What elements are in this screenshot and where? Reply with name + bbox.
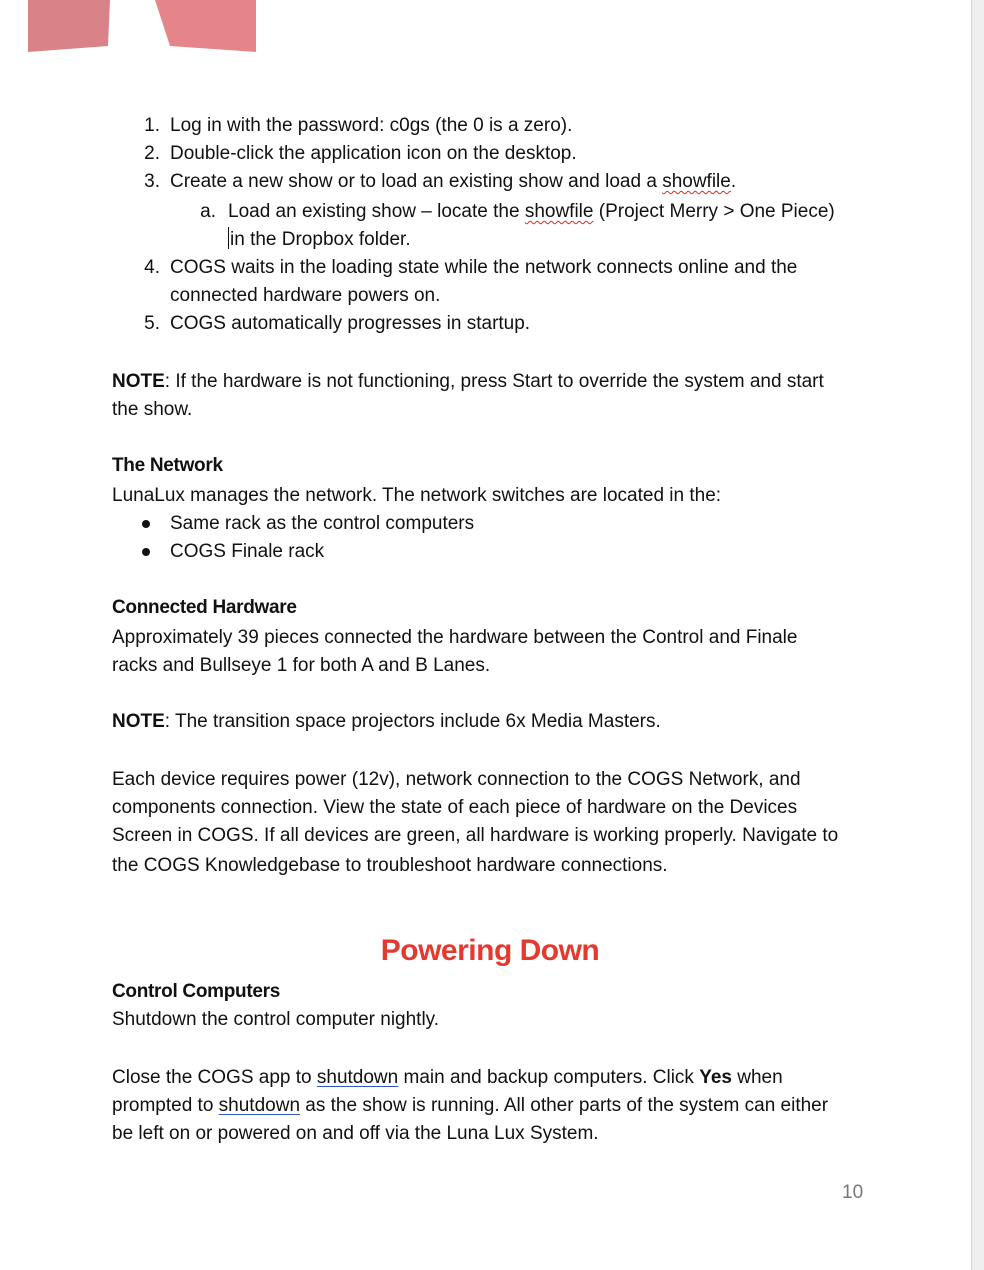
list-item — [112, 168, 868, 196]
list-number: 1. — [144, 115, 160, 136]
page-number: 10 — [842, 1182, 864, 1203]
list-text: Create a new show or to load an existing show and load a showfile. — [170, 171, 737, 192]
paragraph-line: the COGS Knowledgebase to troubleshoot hardware connections. — [112, 855, 668, 876]
network-intro: LunaLux manages the network. The network switches are located in the: — [112, 485, 722, 506]
yes-label: Yes — [699, 1067, 732, 1088]
paragraph-line: Screen in COGS. If all devices are green, all hardware is working properly. Navigate to — [112, 825, 839, 846]
bullet-icon — [142, 520, 150, 528]
paragraph-line: be left on or powered on and off via the Luna Lux System. — [112, 1123, 599, 1144]
grammar-flag[interactable]: shutdown — [316, 1067, 399, 1088]
list-item — [112, 310, 868, 338]
list-text: Load an existing show – locate the showfile (Project Merry > One Piece) — [228, 201, 835, 222]
note-label: NOTE — [112, 711, 165, 732]
list-item — [112, 510, 868, 538]
devices-paragraph — [112, 766, 838, 880]
section-title: Powering Down — [380, 934, 600, 967]
paragraph-line: Each device requires power (12v), network connection to the COGS Network, and — [112, 769, 801, 790]
hardware-text: Approximately 39 pieces connected the hardware between the Control and Finale — [112, 627, 798, 648]
list-text-cont: in the Dropbox folder. — [230, 229, 411, 250]
list-number: 4. — [144, 257, 160, 278]
note-text: : If the hardware is not functioning, press Start to override the system and start — [164, 371, 824, 392]
list-subitem — [170, 198, 868, 254]
hardware-text-cont: racks and Bullseye 1 for both A and B Lanes. — [112, 655, 491, 676]
list-number: a. — [200, 201, 216, 222]
list-text: COGS automatically progresses in startup. — [170, 313, 531, 334]
spelling-flag[interactable]: showfile — [662, 171, 731, 192]
hardware-heading: Connected Hardware — [112, 597, 297, 618]
list-number: 2. — [144, 143, 160, 164]
spelling-flag[interactable]: showfile — [524, 201, 594, 222]
shutdown-line: Shutdown the control computer nightly. — [112, 1009, 440, 1030]
control-computers-heading: Control Computers — [112, 981, 281, 1002]
network-bullet-list — [112, 510, 868, 566]
list-text: COGS Finale rack — [170, 541, 325, 562]
list-item — [112, 538, 868, 566]
list-text: Double-click the application icon on the desktop. — [170, 143, 577, 164]
list-text: Log in with the password: c0gs (the 0 is a zero). — [170, 115, 573, 136]
list-text-cont: connected hardware powers on. — [170, 285, 441, 306]
paragraph-line: components connection. View the state of each piece of hardware on the Devices — [112, 797, 798, 818]
list-number: 3. — [144, 171, 160, 192]
note-text-cont: the show. — [112, 399, 193, 420]
grammar-flag[interactable]: shutdown — [218, 1095, 301, 1116]
network-heading: The Network — [112, 455, 223, 476]
text-cursor — [228, 227, 229, 249]
note-text: : The transition space projectors include 6x Media Masters. — [164, 711, 661, 732]
document-body — [112, 0, 868, 1270]
note-projectors — [112, 708, 661, 736]
page-edge — [971, 0, 984, 1270]
bullet-icon — [142, 548, 150, 556]
list-item — [112, 254, 868, 310]
list-item — [112, 140, 868, 168]
shutdown-paragraph: Close the COGS app to shutdown main and backup computers. Click Yes when prompted to shutdown as the show is running. All other parts of the system can either be left on or powered on and off via the Luna Lux System. — [112, 1064, 828, 1148]
list-text: Same rack as the control computers — [170, 513, 475, 534]
list-text: COGS waits in the loading state while the network connects online and the — [170, 257, 798, 278]
note-label: NOTE — [112, 371, 165, 392]
list-item — [112, 112, 868, 140]
note-hardware — [112, 368, 824, 424]
list-number: 5. — [144, 313, 160, 334]
